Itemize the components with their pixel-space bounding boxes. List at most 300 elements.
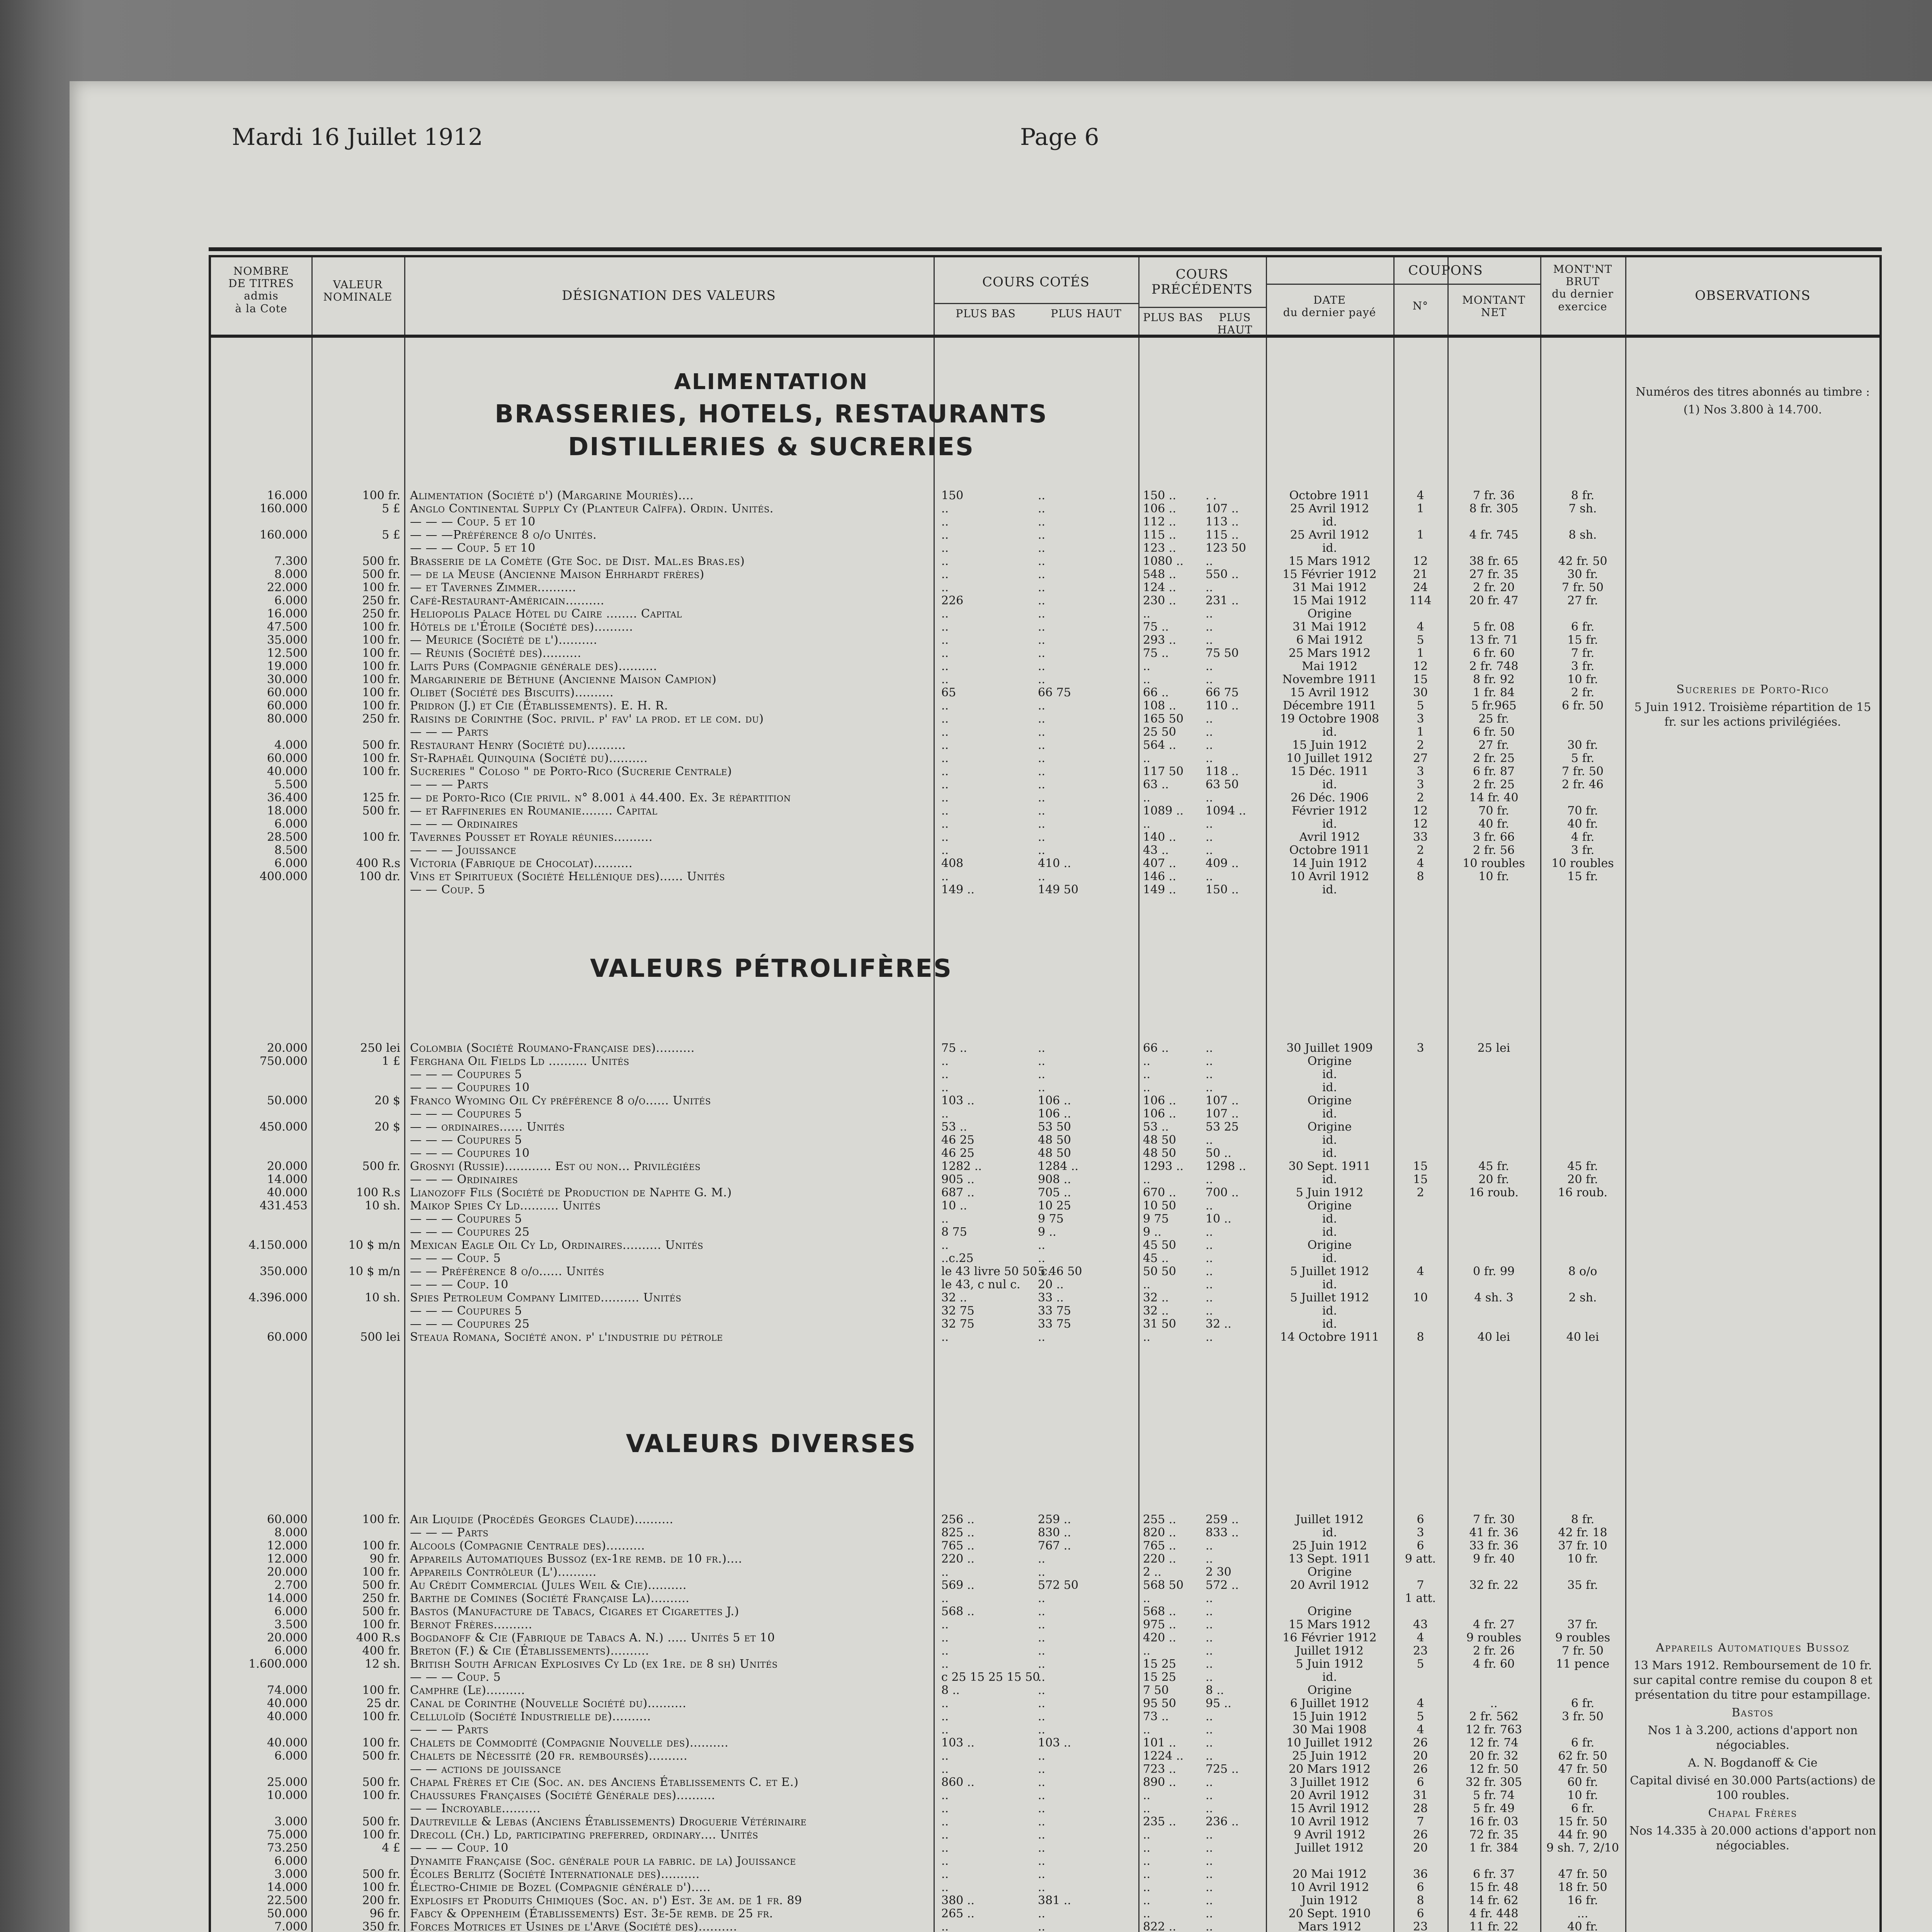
row-coupon-date: 20 Mars 1912 bbox=[1289, 1762, 1371, 1776]
row-designation: — — — Parts bbox=[410, 1723, 489, 1736]
header-rule bbox=[211, 335, 1879, 338]
row-prec-bas: .. bbox=[1143, 1841, 1151, 1855]
row-nombre: 160.000 bbox=[259, 528, 308, 542]
row-montant-net: 5 fr.965 bbox=[1471, 699, 1517, 713]
row-coupon-date: 15 Mars 1912 bbox=[1289, 1618, 1371, 1631]
row-montant-net: 10 roubles bbox=[1463, 857, 1525, 870]
row-montant-net: 45 fr. bbox=[1478, 1160, 1509, 1173]
row-coupon-numero: 4 bbox=[1417, 1265, 1424, 1278]
row-montant-net: 8 fr. 92 bbox=[1473, 673, 1515, 686]
table-row bbox=[211, 1789, 1625, 1802]
row-plus-bas: 860 .. bbox=[941, 1776, 975, 1789]
block-alimentation bbox=[211, 489, 1625, 914]
row-valeur: 500 fr. bbox=[362, 1749, 400, 1763]
row-montant-net: 6 fr. 37 bbox=[1473, 1867, 1515, 1881]
row-coupon-date: Mars 1912 bbox=[1298, 1920, 1362, 1932]
row-prec-haut: 115 .. bbox=[1206, 528, 1239, 542]
top-rule bbox=[209, 247, 1882, 251]
row-valeur: 500 fr. bbox=[362, 1578, 400, 1592]
row-plus-bas: .. bbox=[941, 1815, 949, 1828]
row-prec-haut: 107 .. bbox=[1206, 1094, 1239, 1107]
row-prec-haut: 725 .. bbox=[1206, 1762, 1239, 1776]
row-montant-net: 7 fr. 36 bbox=[1473, 489, 1515, 502]
table-row bbox=[211, 542, 1625, 555]
row-valeur: 400 R.s bbox=[356, 1631, 400, 1645]
row-prec-bas: .. bbox=[1143, 660, 1151, 673]
table-row bbox=[211, 844, 1625, 857]
row-montant-net: 4 sh. 3 bbox=[1474, 1291, 1514, 1304]
row-designation: — — — Parts bbox=[410, 1526, 489, 1539]
row-nombre: 22.500 bbox=[267, 1894, 308, 1907]
row-valeur: 100 fr. bbox=[362, 1539, 400, 1553]
row-prec-haut: .. bbox=[1206, 1330, 1213, 1344]
row-coupon-date: 25 Juin 1912 bbox=[1292, 1539, 1367, 1553]
row-designation: Anglo Continental Supply Cy (Planteur Caïffa). Ordin. Unités. bbox=[410, 502, 774, 515]
table-row bbox=[211, 594, 1625, 607]
page-date: Mardi 16 Juillet 1912 bbox=[232, 124, 483, 151]
row-designation: Steaua Romana, Société anon. p' l'industrie du pétrole bbox=[410, 1330, 723, 1344]
row-prec-haut: 66 75 bbox=[1206, 686, 1239, 699]
row-coupon-numero: 7 bbox=[1417, 1578, 1424, 1592]
table-row bbox=[211, 1252, 1625, 1265]
row-plus-haut: .. bbox=[1038, 541, 1046, 555]
table-row bbox=[211, 1265, 1625, 1278]
row-valeur: 500 fr. bbox=[362, 1605, 400, 1618]
row-valeur: 10 $ m/n bbox=[348, 1238, 400, 1252]
row-montant-brut: 35 fr. bbox=[1567, 1578, 1598, 1592]
row-prec-haut: .. bbox=[1206, 1723, 1213, 1736]
row-prec-haut: .. bbox=[1206, 1894, 1213, 1907]
row-coupon-date: id. bbox=[1322, 1278, 1337, 1291]
row-designation: — — — Coup. 10 bbox=[410, 1278, 509, 1291]
table-row bbox=[211, 1776, 1625, 1789]
row-designation: — et Raffineries en Roumanie........ Capital bbox=[410, 804, 658, 818]
row-designation: Bogdanoff & Cie (Fabrique de Tabacs A. N.) ..... Unités 5 et 10 bbox=[410, 1631, 775, 1645]
row-montant-brut: 8 sh. bbox=[1568, 528, 1597, 542]
row-nombre: 36.400 bbox=[267, 791, 308, 804]
table-row bbox=[211, 1331, 1625, 1344]
row-plus-bas: 380 .. bbox=[941, 1894, 975, 1907]
row-coupon-date: Juillet 1912 bbox=[1296, 1644, 1364, 1658]
row-prec-bas: 50 50 bbox=[1143, 1265, 1176, 1278]
row-plus-bas: .. bbox=[941, 1710, 949, 1723]
header-cours-precedents: COURS PRÉCÉDENTS bbox=[1151, 267, 1253, 298]
row-designation: — — — Parts bbox=[410, 725, 489, 739]
row-prec-haut: .. bbox=[1206, 581, 1213, 594]
row-valeur: 500 lei bbox=[360, 1330, 400, 1344]
row-coupon-date: Origine bbox=[1307, 607, 1352, 621]
row-montant-net: 27 fr. 35 bbox=[1469, 568, 1519, 581]
row-prec-haut: 75 50 bbox=[1206, 646, 1239, 660]
row-designation: Bernot Frères.......... bbox=[410, 1618, 532, 1631]
row-nombre: 12.000 bbox=[267, 1552, 308, 1566]
row-prec-haut: 409 .. bbox=[1206, 857, 1239, 870]
row-plus-bas: .. bbox=[941, 778, 949, 791]
row-plus-haut: .. bbox=[1038, 1789, 1046, 1802]
row-coupon-numero: 1 bbox=[1417, 725, 1424, 739]
table-row bbox=[211, 831, 1625, 844]
row-prec-bas: 7 50 bbox=[1143, 1684, 1169, 1697]
row-prec-haut: .. bbox=[1206, 1644, 1213, 1658]
row-designation: Brasserie de la Comète (Gte Soc. de Dist. Mal.es Bras.es) bbox=[410, 554, 745, 568]
row-plus-bas: 568 .. bbox=[941, 1605, 975, 1618]
row-designation: Drecoll (Ch.) Ld, participating preferred, ordinary.... Unités bbox=[410, 1828, 759, 1842]
row-designation: Bastos (Manufacture de Tabacs, Cigares et Cigarettes J.) bbox=[410, 1605, 739, 1618]
row-montant-brut: 2 sh. bbox=[1568, 1291, 1597, 1304]
table-row bbox=[211, 1107, 1625, 1121]
section-alimentation: ALIMENTATION bbox=[674, 369, 869, 395]
row-designation: — — Préférence 8 o/o...... Unités bbox=[410, 1265, 604, 1278]
row-coupon-numero: 31 bbox=[1413, 1789, 1428, 1802]
table-row bbox=[211, 1081, 1625, 1094]
row-plus-haut: .. bbox=[1038, 1802, 1046, 1815]
row-montant-net: 2 fr. 25 bbox=[1473, 778, 1515, 791]
row-valeur: 100 fr. bbox=[362, 1710, 400, 1723]
row-plus-haut: 908 .. bbox=[1038, 1173, 1071, 1186]
row-coupon-numero: 6 bbox=[1417, 1881, 1424, 1894]
row-designation: — — — Coupures 5 bbox=[410, 1133, 522, 1147]
row-plus-haut: .. bbox=[1038, 1920, 1046, 1932]
row-montant-brut: 10 fr. bbox=[1567, 1789, 1598, 1802]
header-montant-net: MONTANT NET bbox=[1462, 294, 1526, 319]
row-coupon-numero: 15 bbox=[1413, 1160, 1428, 1173]
table-row bbox=[211, 818, 1625, 831]
row-prec-haut: 107 .. bbox=[1206, 502, 1239, 515]
row-valeur: 250 fr. bbox=[362, 712, 400, 726]
page-number: Page 6 bbox=[1020, 124, 1099, 151]
row-montant-net: 12 fr. 763 bbox=[1465, 1723, 1522, 1736]
row-montant-net: 4 fr. 60 bbox=[1473, 1657, 1515, 1671]
row-valeur: 200 fr. bbox=[362, 1894, 400, 1907]
row-prec-bas: 230 .. bbox=[1143, 594, 1176, 607]
row-valeur: 100 fr. bbox=[362, 752, 400, 765]
row-prec-bas: 117 50 bbox=[1143, 765, 1184, 778]
observation-note: Capital divisé en 30.000 Parts(actions) de 100 roubles. bbox=[1630, 1774, 1876, 1802]
table-row bbox=[211, 1605, 1625, 1618]
row-prec-bas: 670 .. bbox=[1143, 1186, 1176, 1199]
row-plus-haut: .. bbox=[1038, 1867, 1046, 1881]
sub-rule bbox=[1266, 284, 1540, 285]
row-nombre: 400.000 bbox=[259, 870, 308, 883]
row-montant-brut: 4 fr. bbox=[1571, 830, 1595, 844]
row-designation: — — ordinaires...... Unités bbox=[410, 1120, 565, 1134]
row-plus-haut: .. bbox=[1038, 1592, 1046, 1605]
row-montant-net: 2 fr. 20 bbox=[1473, 581, 1515, 594]
row-montant-brut: 3 fr. bbox=[1571, 660, 1595, 673]
row-montant-net: 11 fr. 22 bbox=[1469, 1920, 1519, 1932]
row-nombre: 28.500 bbox=[267, 830, 308, 844]
row-montant-brut: 10 fr. bbox=[1567, 673, 1598, 686]
row-coupon-date: id. bbox=[1322, 1225, 1337, 1239]
row-prec-haut: 123 50 bbox=[1206, 541, 1246, 555]
row-prec-bas: .. bbox=[1143, 1907, 1151, 1920]
row-valeur: 100 fr. bbox=[362, 699, 400, 713]
header-numero: N° bbox=[1412, 299, 1429, 312]
row-valeur: 125 fr. bbox=[362, 791, 400, 804]
row-montant-brut: 20 fr. bbox=[1567, 1173, 1598, 1186]
row-montant-brut: 37 fr. 10 bbox=[1558, 1539, 1607, 1553]
row-plus-bas: 1282 .. bbox=[941, 1160, 982, 1173]
row-prec-haut: .. bbox=[1206, 1252, 1213, 1265]
row-montant-net: 9 fr. 40 bbox=[1473, 1552, 1515, 1566]
row-montant-net: 6 fr. 50 bbox=[1473, 725, 1515, 739]
row-prec-bas: .. bbox=[1143, 673, 1151, 686]
row-coupon-date: Origine bbox=[1307, 1199, 1352, 1213]
row-prec-bas: 75 .. bbox=[1143, 620, 1169, 634]
row-designation: Franco Wyoming Oil Cy préférence 8 o/o...... Unités bbox=[410, 1094, 711, 1107]
section-distilleries: DISTILLERIES & SUCRERIES bbox=[568, 433, 975, 461]
row-prec-bas: .. bbox=[1143, 1854, 1151, 1868]
row-prec-bas: .. bbox=[1143, 1789, 1151, 1802]
block-diverses bbox=[211, 1513, 1625, 1932]
table-row bbox=[211, 1566, 1625, 1579]
row-plus-bas: .. bbox=[941, 1081, 949, 1094]
row-nombre: 12.000 bbox=[267, 1539, 308, 1553]
row-plus-haut: 66 75 bbox=[1038, 686, 1071, 699]
row-designation: Fabcy & Oppenheim (Établissements) Est. 3e-5e remb. de 25 fr. bbox=[410, 1907, 773, 1920]
row-plus-haut: 103 .. bbox=[1038, 1736, 1071, 1750]
row-designation: Forces Motrices et Usines de l'Arve (Société des).......... bbox=[410, 1920, 737, 1932]
row-prec-bas: 48 50 bbox=[1143, 1133, 1176, 1147]
row-prec-bas: 149 .. bbox=[1143, 883, 1176, 896]
row-coupon-numero: 4 bbox=[1417, 1697, 1424, 1710]
row-coupon-numero: 26 bbox=[1413, 1736, 1428, 1750]
row-nombre: 14.000 bbox=[267, 1592, 308, 1605]
table-row bbox=[211, 1173, 1625, 1186]
table-row bbox=[211, 1539, 1625, 1553]
row-prec-haut: .. bbox=[1206, 1670, 1213, 1684]
row-nombre: 50.000 bbox=[267, 1094, 308, 1107]
row-coupon-date: 15 Mai 1912 bbox=[1293, 594, 1367, 607]
row-prec-haut: .. bbox=[1206, 1539, 1213, 1553]
row-prec-haut: .. bbox=[1206, 844, 1213, 857]
row-valeur: 96 fr. bbox=[369, 1907, 400, 1920]
row-coupon-date: 25 Avril 1912 bbox=[1290, 502, 1369, 515]
row-nombre: 3.000 bbox=[274, 1815, 308, 1828]
header-designation: DÉSIGNATION DES VALEURS bbox=[562, 288, 776, 303]
row-coupon-date: 14 Octobre 1911 bbox=[1280, 1330, 1379, 1344]
row-coupon-date: 14 Juin 1912 bbox=[1292, 857, 1367, 870]
row-montant-net: 15 fr. 48 bbox=[1469, 1881, 1519, 1894]
row-coupon-date: 31 Mai 1912 bbox=[1293, 620, 1367, 634]
row-valeur: 90 fr. bbox=[369, 1552, 400, 1566]
row-coupon-numero: 8 bbox=[1417, 1894, 1424, 1907]
row-montant-brut: 45 fr. bbox=[1567, 1160, 1598, 1173]
table-row bbox=[211, 1671, 1625, 1684]
row-plus-bas: .. bbox=[941, 581, 949, 594]
row-plus-bas: .. bbox=[941, 1854, 949, 1868]
row-plus-haut: 705 .. bbox=[1038, 1186, 1071, 1199]
row-montant-net: 40 fr. bbox=[1478, 817, 1509, 831]
row-prec-bas: 115 .. bbox=[1143, 528, 1176, 542]
table-row bbox=[211, 1186, 1625, 1199]
row-plus-haut: .. bbox=[1038, 1828, 1046, 1842]
row-coupon-date: 9 Avril 1912 bbox=[1294, 1828, 1366, 1842]
row-plus-haut: .. bbox=[1038, 1552, 1046, 1566]
observation-note: 13 Mars 1912. Remboursement de 10 fr. sur capital contre remise du coupon 8 et présentation du titre pour estampillage. bbox=[1633, 1659, 1872, 1702]
table-row bbox=[211, 1710, 1625, 1723]
row-prec-haut: .. bbox=[1206, 1749, 1213, 1763]
row-valeur: 250 fr. bbox=[362, 1592, 400, 1605]
row-plus-bas: .. bbox=[941, 541, 949, 555]
row-montant-brut: 10 fr. bbox=[1567, 1552, 1598, 1566]
row-prec-bas: .. bbox=[1143, 1278, 1151, 1291]
row-coupon-numero: 26 bbox=[1413, 1828, 1428, 1842]
row-plus-haut: .. bbox=[1038, 1710, 1046, 1723]
row-nombre: 35.000 bbox=[267, 633, 308, 647]
row-coupon-date: 3 Juillet 1912 bbox=[1290, 1776, 1369, 1789]
row-designation: Spies Petroleum Company Limited.......... Unités bbox=[410, 1291, 682, 1304]
row-valeur: 250 fr. bbox=[362, 607, 400, 621]
table-row bbox=[211, 686, 1625, 699]
row-coupon-date: 15 Avril 1912 bbox=[1290, 686, 1369, 699]
row-plus-haut: .. bbox=[1038, 1881, 1046, 1894]
header-plus-haut: PLUS HAUT bbox=[1051, 307, 1122, 320]
row-prec-haut: .. bbox=[1206, 1618, 1213, 1631]
row-plus-bas: .. bbox=[941, 1657, 949, 1671]
row-plus-haut: .. bbox=[1038, 1252, 1046, 1265]
row-coupon-numero: 1 bbox=[1417, 646, 1424, 660]
row-prec-bas: 106 .. bbox=[1143, 1107, 1176, 1121]
row-prec-haut: .. bbox=[1206, 1238, 1213, 1252]
row-coupon-date: id. bbox=[1322, 1133, 1337, 1147]
row-plus-bas: ..c.25 bbox=[941, 1252, 974, 1265]
row-designation: — — — Coupures 25 bbox=[410, 1225, 530, 1239]
row-designation: Celluloïd (Société Industrielle de).......... bbox=[410, 1710, 651, 1723]
table-row bbox=[211, 1907, 1625, 1920]
row-plus-bas: .. bbox=[941, 804, 949, 818]
row-prec-haut: 113 .. bbox=[1206, 515, 1239, 529]
row-prec-bas: 765 .. bbox=[1143, 1539, 1176, 1553]
row-plus-bas: .. bbox=[941, 1697, 949, 1710]
row-coupon-date: Juin 1912 bbox=[1301, 1894, 1358, 1907]
row-plus-haut: .. bbox=[1038, 844, 1046, 857]
row-prec-haut: .. bbox=[1206, 752, 1213, 765]
table-row bbox=[211, 1068, 1625, 1081]
row-nombre: 6.000 bbox=[274, 594, 308, 607]
row-prec-haut: .. bbox=[1206, 1173, 1213, 1186]
header-cours-cotes: COURS COTÉS bbox=[982, 274, 1090, 290]
row-nombre: 3.500 bbox=[274, 1618, 308, 1631]
row-coupon-numero: 3 bbox=[1417, 778, 1424, 791]
row-montant-brut: 8 fr. bbox=[1571, 1513, 1595, 1526]
row-designation: Chaussures Françaises (Société Générale des).......... bbox=[410, 1789, 716, 1802]
observation-note: 5 Juin 1912. Troisième répartition de 15 fr. sur les actions privilégiées. bbox=[1634, 701, 1871, 729]
row-prec-bas: .. bbox=[1143, 607, 1151, 621]
row-prec-bas: .. bbox=[1143, 1867, 1151, 1881]
row-plus-haut: .. bbox=[1038, 1907, 1046, 1920]
row-montant-brut: 2 fr. bbox=[1571, 686, 1595, 699]
row-montant-net: .. bbox=[1490, 1697, 1498, 1710]
row-coupon-date: 15 Avril 1912 bbox=[1290, 1802, 1369, 1815]
sub-rule bbox=[1138, 307, 1266, 308]
row-designation: — — — Coup. 5 et 10 bbox=[410, 541, 536, 555]
row-designation: — — — Coupures 5 bbox=[410, 1068, 522, 1081]
row-nombre: 750.000 bbox=[259, 1054, 308, 1068]
row-prec-haut: .. bbox=[1206, 1068, 1213, 1081]
row-nombre: 431.453 bbox=[259, 1199, 308, 1213]
row-coupon-date: 15 Déc. 1911 bbox=[1291, 765, 1369, 778]
table-row bbox=[211, 1239, 1625, 1252]
table-row bbox=[211, 607, 1625, 621]
row-coupon-date: Juillet 1912 bbox=[1296, 1513, 1364, 1526]
table-row bbox=[211, 489, 1625, 502]
quotations-table bbox=[209, 255, 1882, 1932]
row-prec-bas: 2 .. bbox=[1143, 1565, 1162, 1579]
row-montant-net: 13 fr. 71 bbox=[1469, 633, 1519, 647]
row-plus-bas: .. bbox=[941, 1212, 949, 1226]
row-designation: Pridron (J.) et Cie (Établissements). E. H. R. bbox=[410, 699, 668, 713]
row-coupon-date: 15 Juin 1912 bbox=[1292, 1710, 1367, 1723]
row-nombre: 20.000 bbox=[267, 1565, 308, 1579]
row-montant-net: 1 fr. 384 bbox=[1469, 1841, 1519, 1855]
row-designation: Alcools (Compagnie Centrale des).......... bbox=[410, 1539, 645, 1553]
row-valeur: 12 sh. bbox=[365, 1657, 400, 1671]
row-nombre: 8.000 bbox=[274, 1526, 308, 1539]
row-prec-haut: .. bbox=[1206, 633, 1213, 647]
row-montant-net: 20 fr. 47 bbox=[1469, 594, 1519, 607]
row-plus-haut: .. bbox=[1038, 1684, 1046, 1697]
row-montant-net: 4 fr. 745 bbox=[1469, 528, 1519, 542]
row-coupon-numero: 30 bbox=[1413, 686, 1428, 699]
row-coupon-numero: 43 bbox=[1413, 1618, 1428, 1631]
row-prec-haut: .. bbox=[1206, 1841, 1213, 1855]
row-prec-haut: .. bbox=[1206, 1920, 1213, 1932]
row-plus-bas: .. bbox=[941, 1920, 949, 1932]
row-coupon-date: id. bbox=[1322, 1081, 1337, 1094]
table-row bbox=[211, 1592, 1625, 1605]
row-coupon-numero: 3 bbox=[1417, 1041, 1424, 1055]
row-valeur: 100 fr. bbox=[362, 1618, 400, 1631]
row-coupon-numero: 28 bbox=[1413, 1802, 1428, 1815]
row-coupon-numero: 6 bbox=[1417, 1539, 1424, 1553]
row-prec-bas: 9 75 bbox=[1143, 1212, 1169, 1226]
row-nombre: 40.000 bbox=[267, 765, 308, 778]
row-prec-haut: .. bbox=[1206, 725, 1213, 739]
row-coupon-date: 30 Sept. 1911 bbox=[1288, 1160, 1371, 1173]
row-nombre: 4.396.000 bbox=[248, 1291, 308, 1304]
row-prec-bas: 48 50 bbox=[1143, 1146, 1176, 1160]
row-designation: — — — Coupures 5 bbox=[410, 1107, 522, 1121]
table-row bbox=[211, 1147, 1625, 1160]
column-rule bbox=[1625, 257, 1626, 1932]
table-row bbox=[211, 1134, 1625, 1147]
row-prec-bas: 146 .. bbox=[1143, 870, 1176, 883]
row-prec-bas: 73 .. bbox=[1143, 1710, 1169, 1723]
observation-heading: Bastos bbox=[1731, 1706, 1774, 1719]
row-nombre: 12.500 bbox=[267, 646, 308, 660]
row-coupon-date: id. bbox=[1322, 1526, 1337, 1539]
table-row bbox=[211, 673, 1625, 686]
row-nombre: 80.000 bbox=[267, 712, 308, 726]
observations-column bbox=[1629, 682, 1876, 733]
row-prec-bas: .. bbox=[1143, 1881, 1151, 1894]
table-row bbox=[211, 1842, 1625, 1855]
block-petroliferes bbox=[211, 1042, 1625, 1351]
row-montant-net: 7 fr. 30 bbox=[1473, 1513, 1515, 1526]
row-plus-bas: .. bbox=[941, 817, 949, 831]
row-prec-haut: .. bbox=[1206, 1041, 1213, 1055]
table-row bbox=[211, 568, 1625, 581]
table-row bbox=[211, 739, 1625, 752]
row-prec-bas: 150 .. bbox=[1143, 489, 1176, 502]
row-prec-bas: .. bbox=[1143, 817, 1151, 831]
table-row bbox=[211, 1304, 1625, 1318]
row-designation: Explosifs et Produits Chimiques (Soc. an. d') Est. 3e am. de 1 fr. 89 bbox=[410, 1894, 802, 1907]
row-prec-haut: .. bbox=[1206, 607, 1213, 621]
row-coupon-numero: 114 bbox=[1409, 594, 1432, 607]
row-plus-haut: .. bbox=[1038, 725, 1046, 739]
